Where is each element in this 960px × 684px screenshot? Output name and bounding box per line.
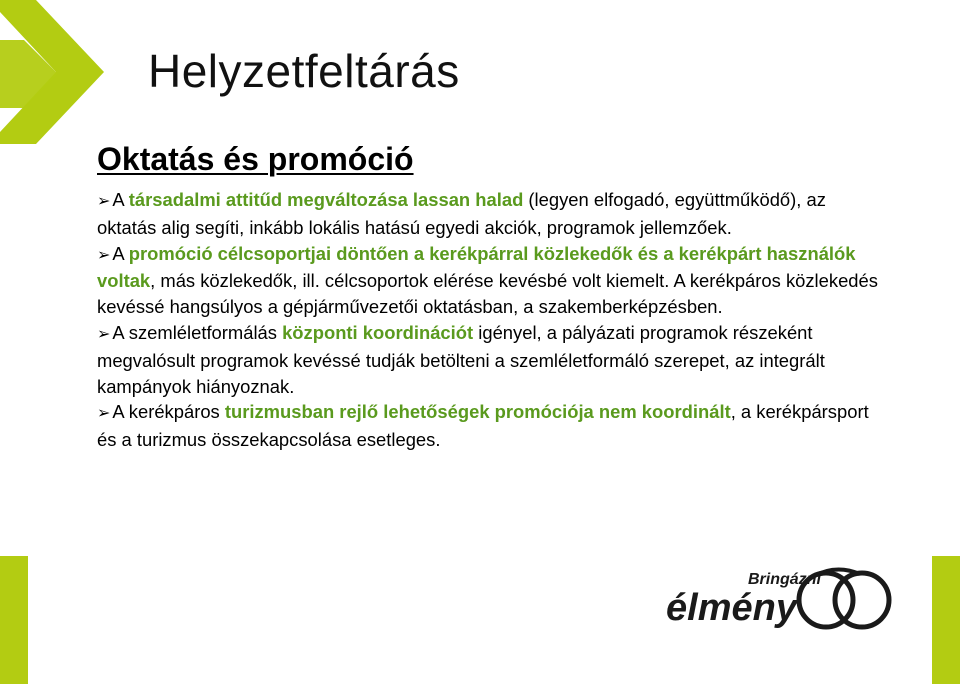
arrow-bullet-icon: ➢ — [97, 246, 111, 264]
left-green-bar — [0, 556, 28, 684]
section-subtitle: Oktatás és promóció — [97, 141, 414, 177]
page-title: Helyzetfeltárás — [148, 45, 460, 97]
list-item: ➢ A promóció célcsoportjai döntően a kerékpárral közlekedők és a kerékpárt használók voltak, más közlekedők, ill. célcsoportok elérése kevésbé volt kiemelt. A kerékpáros közlekedés kevéssé hangsúlyos a gépjárművezetői oktatásban, a szakemberképzésben. — [97, 242, 878, 318]
list-item: ➢ A szemléletformálás központi koordinációt igényel, a pályázati programok részeként megvalósult programok kevéssé tudják betölteni a szemléletformáló szerepet, az integrált kampányok hiányoznak. — [97, 321, 825, 397]
list-item: ➢ A társadalmi attitűd megváltozása lassan halad (legyen elfogadó, együttműködő), az oktatás alig segíti, inkább lokális hatású egyedi akciók, programok jellemzőek. — [97, 189, 826, 238]
highlight-text: turizmusban rejlő lehetőségek promóciója nem koordinált — [224, 401, 731, 423]
arrow-bullet-icon: ➢ — [97, 405, 111, 423]
bullet-list — [97, 187, 887, 453]
arrow-bullet-icon: ➢ — [97, 193, 111, 210]
logo-top-text: Bringázni — [748, 571, 821, 588]
highlight-text: promóció célcsoportjai döntően a kerékpárral közlekedők és a kerékpárt használók voltak — [97, 242, 856, 292]
highlight-text: központi koordinációt — [282, 321, 474, 343]
bringazni-elmeny-logo — [664, 562, 894, 640]
logo-main-text: élmény — [666, 587, 797, 629]
chevron-decoration-icon — [0, 0, 140, 150]
list-item: ➢ A kerékpáros turizmusban rejlő lehetőségek promóciója nem koordinált, a kerékpársport és a turizmus összekapcsolása esetleges. — [97, 401, 869, 451]
arrow-bullet-icon: ➢ — [97, 325, 111, 343]
highlight-text: társadalmi attitűd megváltozása lassan halad — [128, 189, 524, 210]
right-green-bar — [932, 556, 960, 684]
